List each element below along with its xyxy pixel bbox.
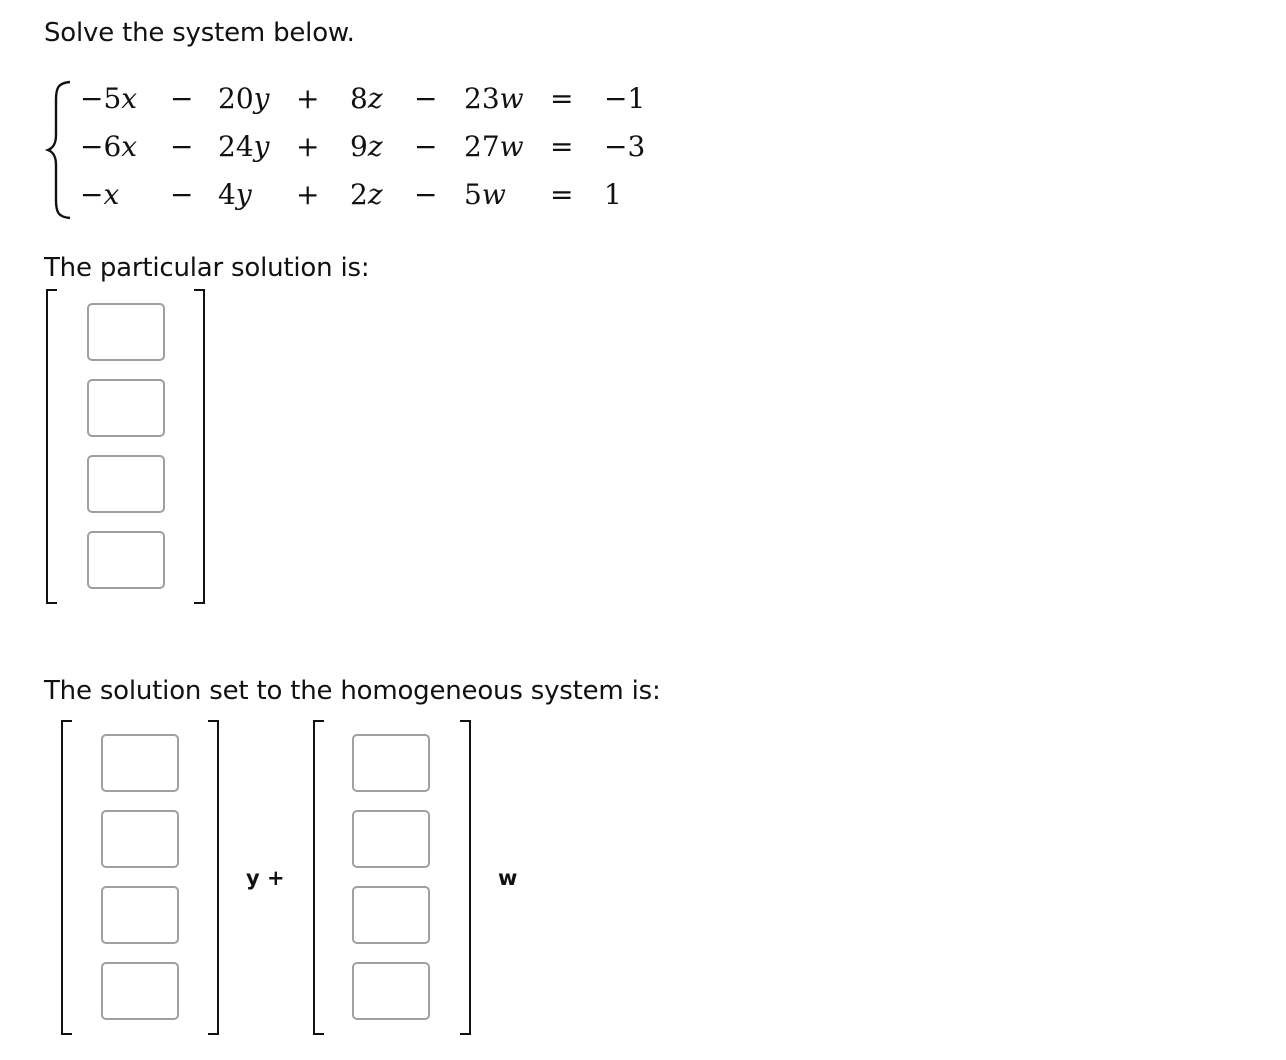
- row3-rhs: 1: [604, 178, 622, 211]
- left-brace: [44, 80, 74, 220]
- row2-y-term: 24y: [218, 130, 270, 163]
- row3-op3: −: [414, 178, 438, 211]
- matrix-left-bracket: [46, 289, 57, 604]
- homog-y-vector-w-input[interactable]: [101, 962, 179, 1020]
- row3-x-term: −x: [80, 178, 120, 211]
- row3-op1: −: [170, 178, 194, 211]
- homogeneous-solution-label: The solution set to the homogeneous system is:: [44, 676, 661, 706]
- row2-equals: =: [550, 130, 574, 163]
- matrix-left-bracket: [313, 720, 324, 1035]
- row1-rhs: −1: [604, 82, 646, 115]
- homog-y-vector-z-input[interactable]: [101, 886, 179, 944]
- homog-w-vector-z-input[interactable]: [352, 886, 430, 944]
- row3-y-term: 4y: [218, 178, 252, 211]
- particular-z-input[interactable]: [87, 455, 165, 513]
- row1-x-term: −5x: [80, 82, 138, 115]
- param-w-label: w: [498, 866, 518, 890]
- matrix-right-bracket: [208, 720, 219, 1035]
- row1-z-term: 8z: [350, 82, 383, 115]
- row1-equals: =: [550, 82, 574, 115]
- row2-w-term: 27w: [464, 130, 524, 163]
- row3-op2: +: [296, 178, 320, 211]
- particular-y-input[interactable]: [87, 379, 165, 437]
- row3-z-term: 2z: [350, 178, 383, 211]
- homog-w-vector-y-input[interactable]: [352, 810, 430, 868]
- homog-w-vector-x-input[interactable]: [352, 734, 430, 792]
- homog-y-vector-y-input[interactable]: [101, 810, 179, 868]
- param-y-label: y +: [246, 866, 285, 890]
- instruction-text: Solve the system below.: [44, 18, 355, 48]
- homog-w-vector-w-input[interactable]: [352, 962, 430, 1020]
- row1-op3: −: [414, 82, 438, 115]
- row2-op2: +: [296, 130, 320, 163]
- row2-x-term: −6x: [80, 130, 138, 163]
- matrix-right-bracket: [194, 289, 205, 604]
- row2-op1: −: [170, 130, 194, 163]
- particular-w-input[interactable]: [87, 531, 165, 589]
- matrix-left-bracket: [61, 720, 72, 1035]
- equation-system: [44, 80, 664, 220]
- row1-op1: −: [170, 82, 194, 115]
- particular-x-input[interactable]: [87, 303, 165, 361]
- row3-w-term: 5w: [464, 178, 506, 211]
- row3-equals: =: [550, 178, 574, 211]
- row2-rhs: −3: [604, 130, 646, 163]
- row1-op2: +: [296, 82, 320, 115]
- particular-solution-label: The particular solution is:: [44, 253, 370, 283]
- row2-op3: −: [414, 130, 438, 163]
- homog-y-vector-x-input[interactable]: [101, 734, 179, 792]
- row1-y-term: 20y: [218, 82, 270, 115]
- row2-z-term: 9z: [350, 130, 383, 163]
- row1-w-term: 23w: [464, 82, 524, 115]
- matrix-right-bracket: [460, 720, 471, 1035]
